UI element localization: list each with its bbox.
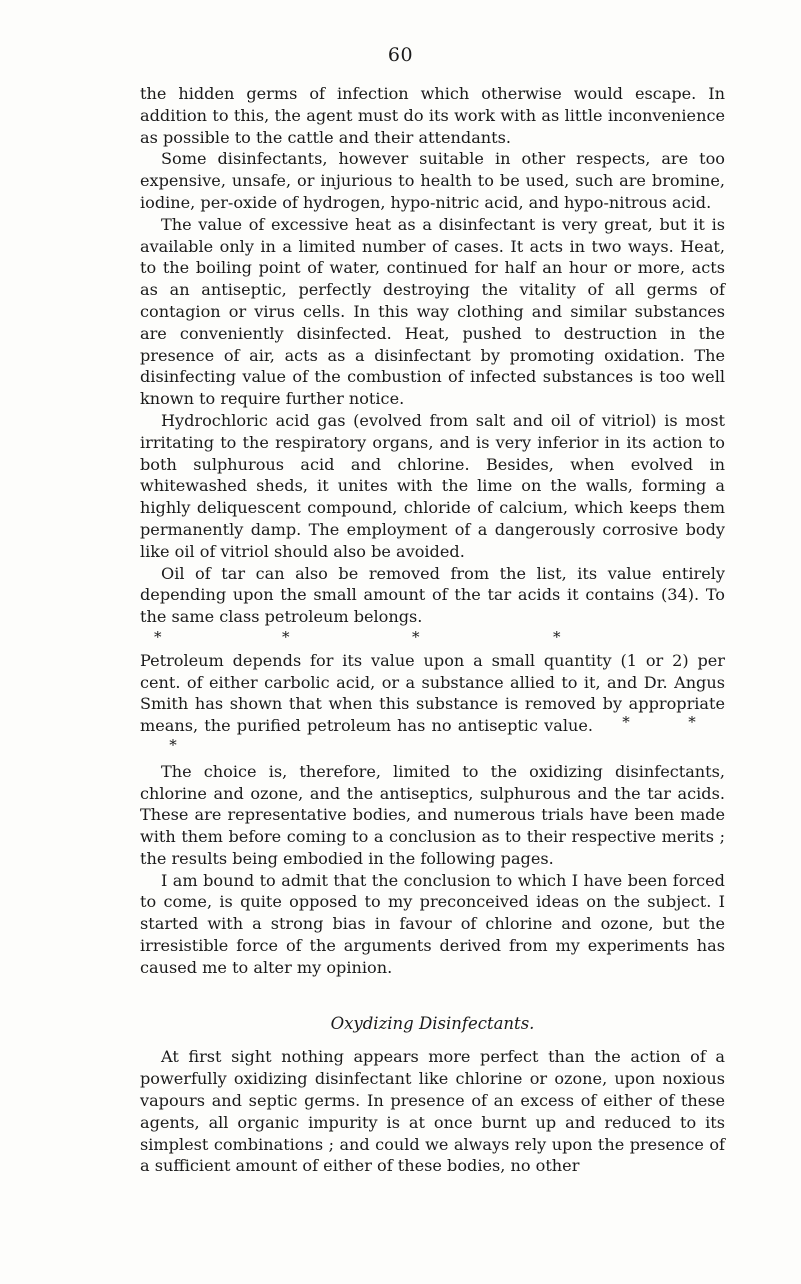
paragraph-hydrochloric-acid: Hydrochloric acid gas (evolved from salt and oil of vitriol) is most irritating to the respiratory organs, and is very inferior in its action to both sulphurous acid and chlorine. Besides, when evolved in whitewashed sheds, it unites with the lime on the walls, forming a highly deliquescent compound, chloride of calcium, which keeps them permanently damp. The employment of a dangerously corrosive body like oil of vitriol should also be avoided. xyxy=(140,410,725,561)
paragraph-heat: The value of excessive heat as a disinfectant is very great, but it is available only in a limited number of cases. It acts in two ways. Heat, to the boiling point of water, continued for half an hour or more, acts as an antiseptic, perfectly destroying the vitality of all germs of contagion or virus cells. In this way clothing and similar substances are conveniently disinfected. Heat, pushed to destruction in the presence of air, acts as a disinfectant by promoting oxidation. The disinfecting value of the combustion of infected substances is too well known to require further notice. xyxy=(140,214,725,409)
paragraph-choice-limited: The choice is, therefore, limited to the oxidizing disinfectants, chlorine and ozone, and the antiseptics, sulphurous and the tar acids. These are representative bodies, and numerous trials have been made with them before coming to a conclusion as to their respective merits ; the results being embodied in the following pages. xyxy=(140,761,725,868)
paragraph-petroleum xyxy=(140,650,725,761)
body-text xyxy=(140,83,725,1177)
asterisk-mark: * xyxy=(553,627,561,646)
section-heading: Oxydizing Disinfectants. xyxy=(330,1013,535,1033)
paragraph-first-sight: At first sight nothing appears more perfect than the action of a powerfully oxidizing disinfectant like chlorine or ozone, upon noxious vapours and septic germs. In presence of an excess of either of these agents, all organic impurity is at once burnt up and reduced to its simplest combinations ; and could we always rely upon the presence of a sufficient amount of either of these bodies, no other xyxy=(140,1047,725,1176)
asterisk-separator xyxy=(140,628,725,650)
asterisk-mark: * xyxy=(412,627,420,646)
paragraph-unsuitable-disinfectants: Some disinfectants, however suitable in other respects, are too expensive, unsafe, or injurious to health to be used, such are bromine, iodine, per-oxide of hydrogen, hypo-nitric acid, and hypo-nitrous acid. xyxy=(140,149,725,212)
asterisk-mark: * xyxy=(622,713,630,732)
paragraph-continuation: the hidden germs of infection which otherwise would escape. In addition to this, the agent must do its work with as little inconvenience as possible to the cattle and their attendants. xyxy=(140,84,725,147)
asterisk-mark: * xyxy=(688,713,696,732)
paragraph-oil-of-tar: Oil of tar can also be removed from the list, its value entirely depending upon the small amount of the tar acids it contains (34). To the same class petroleum belongs. xyxy=(140,563,725,627)
asterisk-mark: * xyxy=(169,735,177,754)
paragraph-admission: I am bound to admit that the conclusion to which I have been forced to come, is quite opposed to my preconceived ideas on the subject. I started with a strong bias in favour of chlorine and ozone, but the irresistible force of the arguments derived from my experiments has caused me to alter my opinion. xyxy=(140,870,725,977)
page-number: 60 xyxy=(387,44,414,66)
asterisk-mark: * xyxy=(154,627,162,646)
paragraph-petroleum-text: Petroleum depends for its value upon a small quantity (1 or 2) per cent. of either carbolic acid, or a substance allied to it, and Dr. Angus Smith has shown that when this substance is removed by appropriate means, the purified petroleum has no antiseptic value. xyxy=(140,650,725,736)
asterisk-mark: * xyxy=(282,627,290,646)
